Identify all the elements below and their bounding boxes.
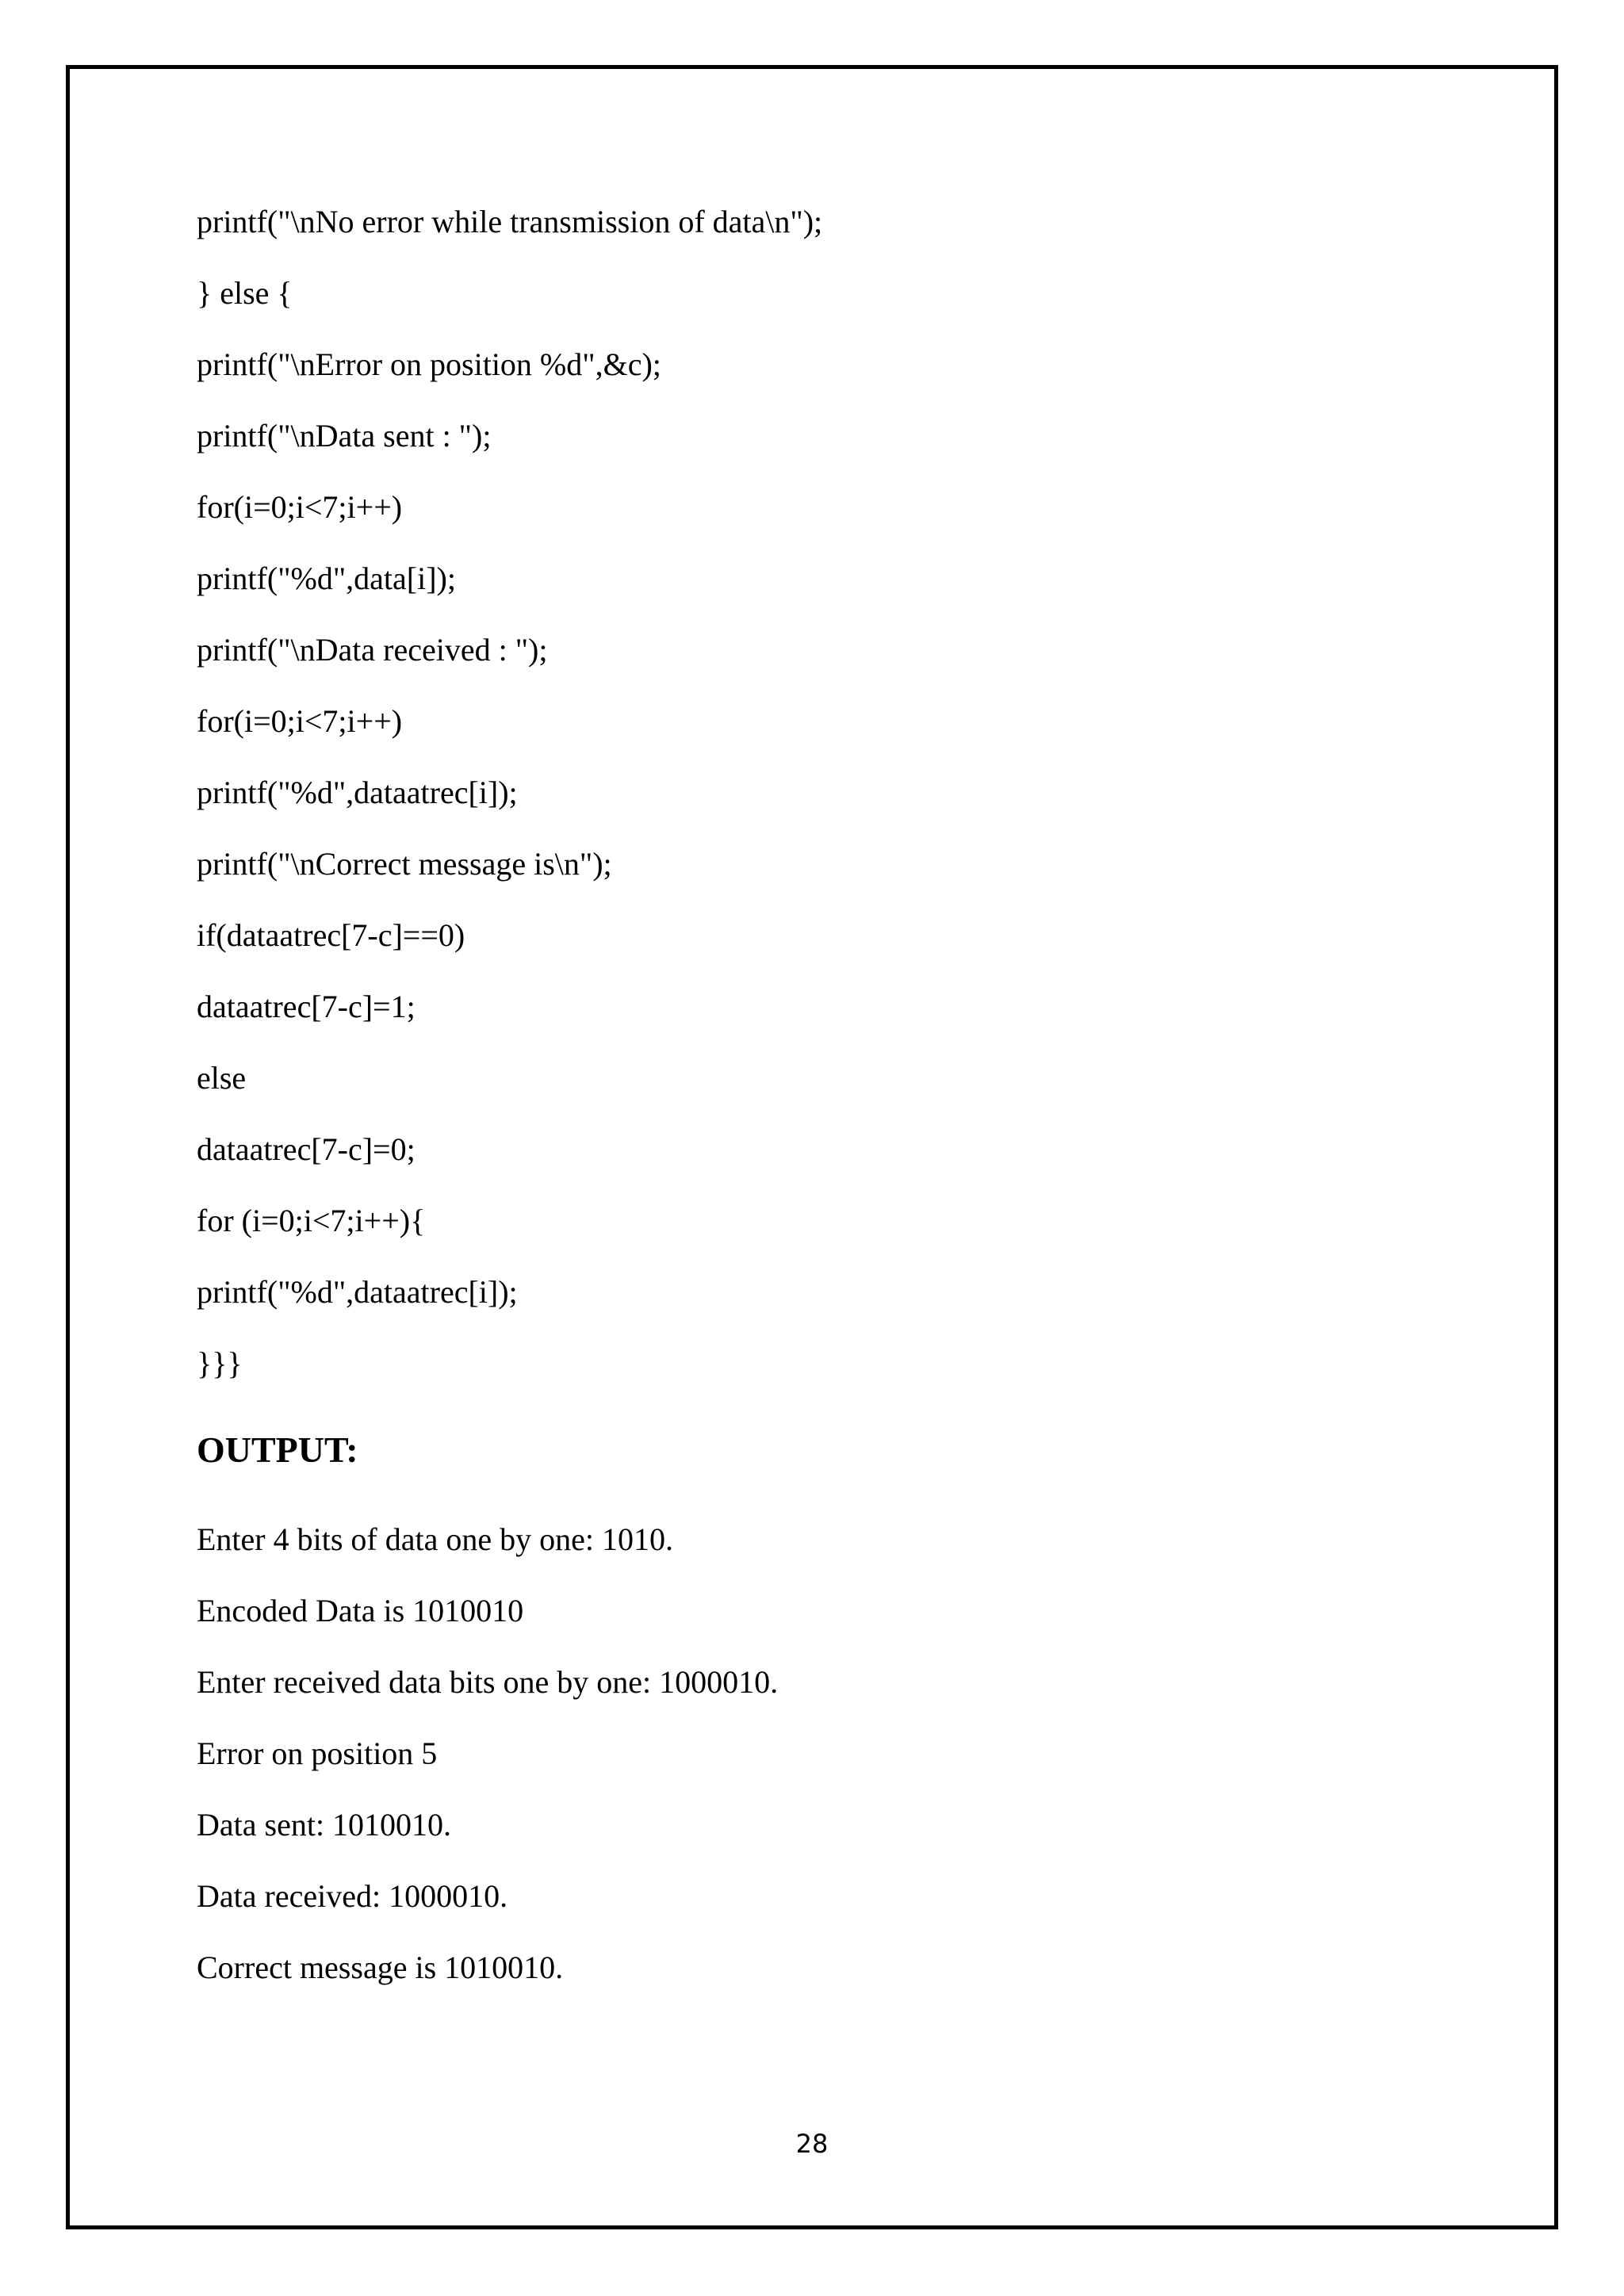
code-line: for (i=0;i<7;i++){ bbox=[197, 1203, 426, 1238]
output-line: Correct message is 1010010. bbox=[197, 1950, 564, 1985]
output-line: Encoded Data is 1010010 bbox=[197, 1593, 524, 1628]
code-line: printf("\nData sent : "); bbox=[197, 418, 492, 453]
code-line: printf("%d",data[i]); bbox=[197, 561, 456, 596]
output-line: Data received: 1000010. bbox=[197, 1878, 508, 1914]
code-line: dataatrec[7-c]=1; bbox=[197, 989, 416, 1024]
code-line: if(dataatrec[7-c]==0) bbox=[197, 917, 465, 953]
code-line: printf("\nData received : "); bbox=[197, 632, 548, 668]
page-number: 28 bbox=[795, 2129, 829, 2159]
code-line: dataatrec[7-c]=0; bbox=[197, 1131, 416, 1167]
code-line: else bbox=[197, 1060, 247, 1096]
code-line: for(i=0;i<7;i++) bbox=[197, 489, 403, 525]
code-line: printf("\nCorrect message is\n"); bbox=[197, 846, 612, 882]
output-line: Data sent: 1010010. bbox=[197, 1807, 452, 1843]
code-line: printf("\nNo error while transmission of data\n"); bbox=[197, 204, 823, 239]
output-line: Error on position 5 bbox=[197, 1735, 438, 1771]
code-line: for(i=0;i<7;i++) bbox=[197, 703, 403, 739]
code-line: printf("%d",dataatrec[i]); bbox=[197, 775, 518, 810]
output-heading: OUTPUT: bbox=[197, 1429, 358, 1470]
code-line: printf("\nError on position %d",&c); bbox=[197, 346, 661, 382]
code-line: } else { bbox=[197, 275, 293, 311]
output-line: Enter received data bits one by one: 1000010. bbox=[197, 1664, 779, 1700]
output-line: Enter 4 bits of data one by one: 1010. bbox=[197, 1521, 673, 1557]
code-line: printf("%d",dataatrec[i]); bbox=[197, 1274, 518, 1310]
code-line: }}} bbox=[197, 1345, 243, 1381]
